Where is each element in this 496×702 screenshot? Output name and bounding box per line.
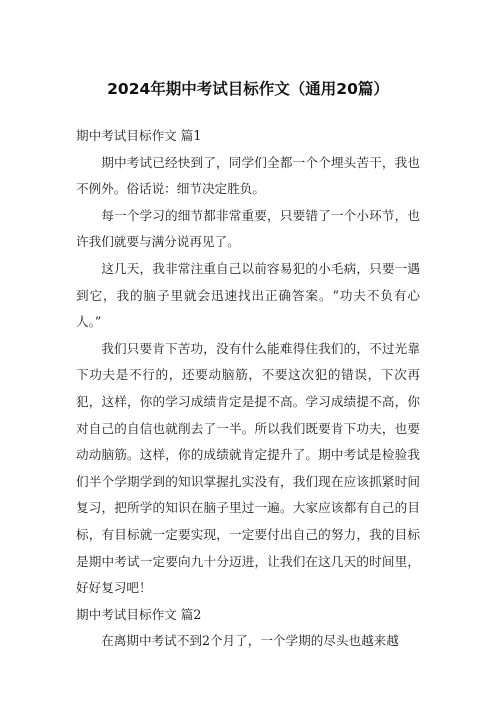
paragraph: 在离期中考试不到2个月了，一个学期的尽头也越来越 bbox=[101, 633, 399, 649]
paragraph: 这几天，我非常注重自己以前容易犯的小毛病，只要一遇到它，我的脑子里就会迅速找出正确答案。“功夫不负有心人。” bbox=[76, 260, 420, 330]
section-heading: 期中考试目标作文 篇2 bbox=[76, 606, 202, 622]
section-heading: 期中考试目标作文 篇1 bbox=[76, 128, 202, 143]
paragraph: 我们只要肯下苦功，没有什么能难得住我们的，不过光靠下功夫是不行的，还要动脑筋，不要这次犯的错误，下次再犯，这样，你的学习成绩肯定是提不高。学习成绩提不高，你对自己的自信也就削去了一半。所以我们既要肯下功夫，也要动动脑筋。这样，你的成绩就肯定提升了。期中考试是检验我们半个学期学到的知识掌握扎实没有，我们现在应该抓紧时间复习，把所学的知识在脑子里过一遍。大家应该都有自己的目标，有目标就一定要实现，一定要付出自己的努力，我的目标是期中考试一定要向九十分迈进，让我们在这几天的时间里，好好复习吧！ bbox=[76, 340, 420, 596]
paragraph: 每一个学习的细节都非常重要，只要错了一个小环节，也许我们就要与满分说再见了。 bbox=[76, 207, 420, 250]
document-title: 2024年期中考试目标作文（通用20篇） bbox=[107, 80, 389, 98]
document-body bbox=[76, 123, 420, 655]
paragraph: 期中考试已经快到了，同学们全都一个个埋头苦干，我也不例外。俗话说：细节决定胜负。 bbox=[76, 154, 420, 197]
